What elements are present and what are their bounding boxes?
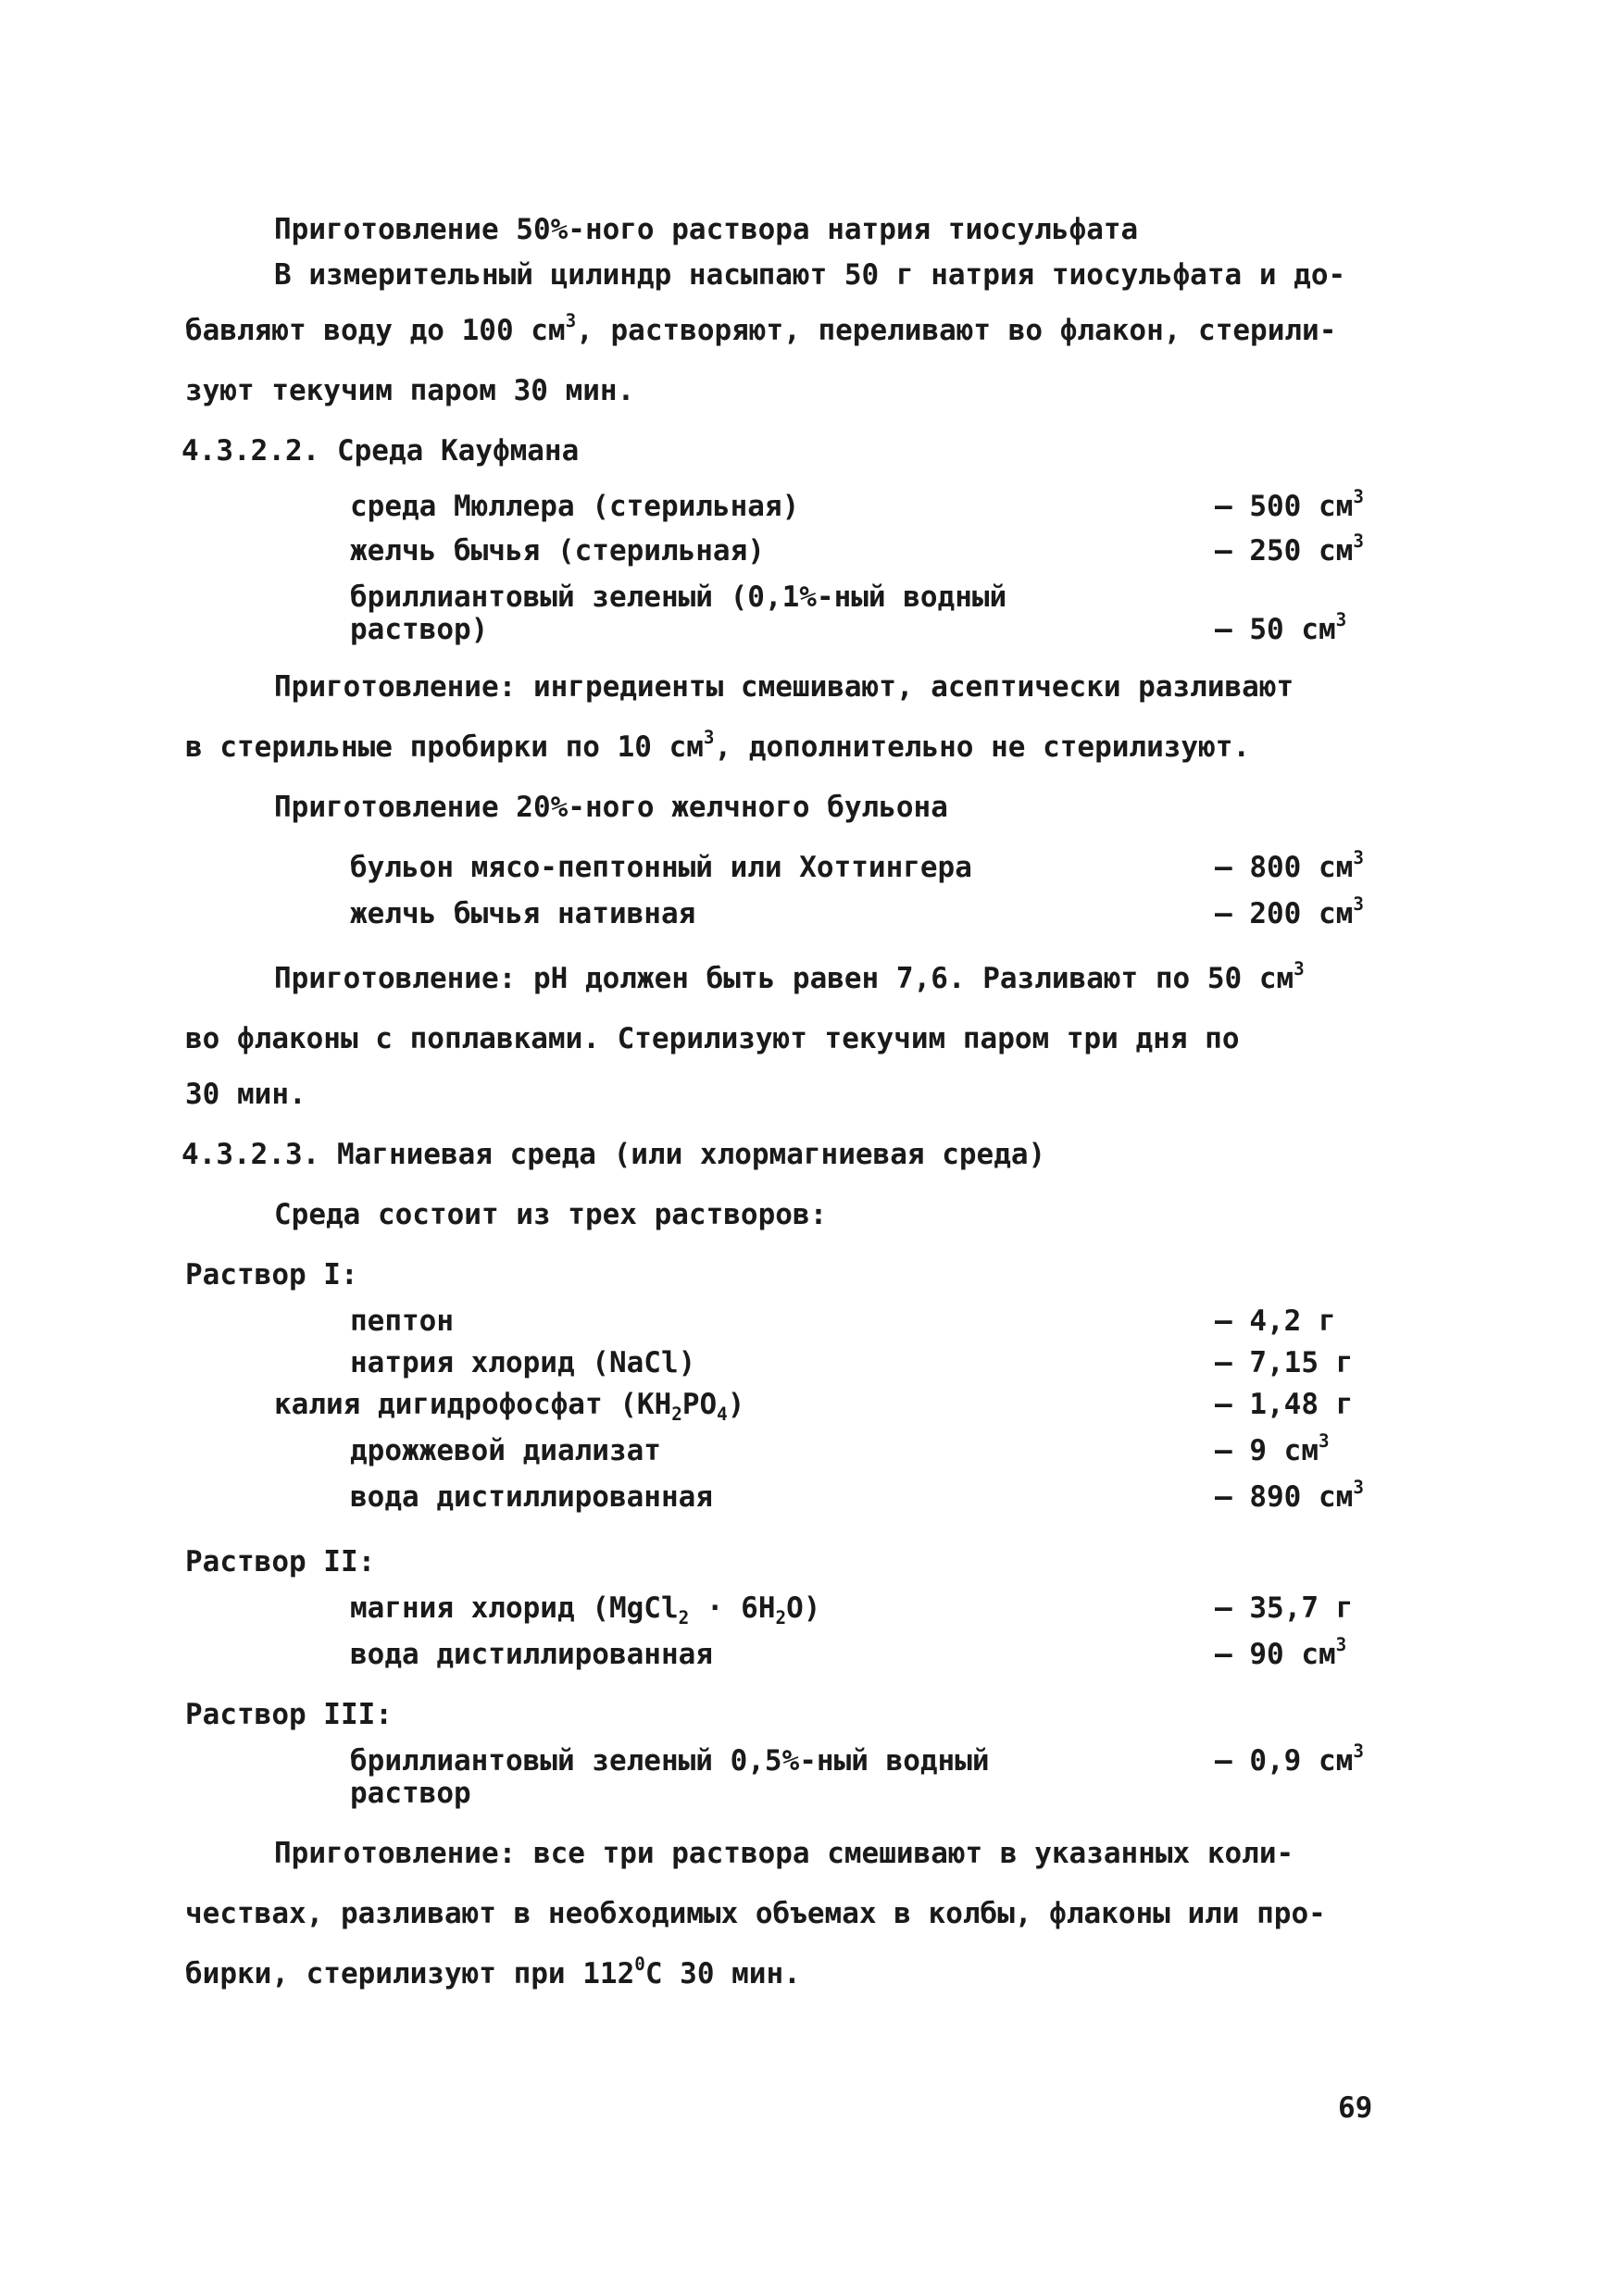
section-heading-magnesium: 4.3.2.3. Магниевая среда (или хлормагниевая среда)	[181, 1138, 1046, 1171]
ingredient-value: – 200 $см^3$	[1215, 892, 1364, 930]
ingredient-value: – 0,9 $см^3$	[1215, 1740, 1364, 1778]
ingredient-name: желчь бычья нативная	[350, 897, 696, 930]
ingredient-name: дрожжевой диализат	[350, 1434, 661, 1467]
paragraph-line: бавляют воду до 100 $см^3$, растворяют, переливают во флакон, стерили-	[185, 309, 1337, 347]
ingredient-name: раствор	[350, 1777, 471, 1810]
paragraph-line: во флаконы с поплавками. Стерилизуют текучим паром три дня по	[185, 1022, 1240, 1055]
ingredient-name: калия дигидрофосфат $(KH_2PO_4)$	[274, 1388, 745, 1426]
solution-label: Раствор II:	[185, 1545, 376, 1578]
section-heading-kaufman: 4.3.2.2. Среда Кауфмана	[181, 434, 580, 468]
ingredient-value: – 500 $см^3$	[1215, 485, 1364, 523]
ingredient-name: бульон мясо-пептонный или Хоттингера	[350, 851, 972, 884]
ingredient-value: – 9 $см^3$	[1215, 1429, 1330, 1467]
paragraph-line: чествах, разливают в необходимых объемах в колбы, флаконы или про-	[185, 1897, 1326, 1930]
ingredient-value: – 50 $см^3$	[1215, 608, 1347, 646]
paragraph-line: в стерильные пробирки по 10 $см^3$, дополнительно не стерилизуют.	[185, 726, 1251, 764]
solution-label: Раствор III:	[185, 1698, 393, 1731]
ingredient-name: желчь бычья (стерильная)	[350, 534, 765, 568]
paragraph-line: бирки, стерилизуют при $112^0С$ 30 мин.	[185, 1953, 801, 1990]
ingredient-name: натрия хлорид (NaCl)	[350, 1346, 696, 1379]
ingredient-name: бриллиантовый зеленый 0,5%-ный водный	[350, 1744, 990, 1778]
ingredient-value: – 90 $см^3$	[1215, 1633, 1347, 1671]
solution-label: Раствор I:	[185, 1258, 358, 1292]
ingredient-value: – 4,2 г	[1215, 1304, 1336, 1338]
ingredient-name: пептон	[350, 1304, 454, 1338]
paragraph-line: Приготовление: ингредиенты смешивают, асептически разливают	[274, 670, 1294, 704]
paragraph-line: зуют текучим паром 30 мин.	[185, 374, 635, 407]
ingredient-name: раствор)	[350, 613, 489, 646]
paragraph-line: В измерительный цилиндр насыпают 50 г натрия тиосульфата и до-	[274, 258, 1346, 292]
page-number: 69	[1338, 2091, 1373, 2125]
paragraph-line: Приготовление: все три раствора смешивают в указанных коли-	[274, 1837, 1294, 1870]
paragraph-line: Среда состоит из трех растворов:	[274, 1198, 828, 1231]
ingredient-value: – 890 $см^3$	[1215, 1476, 1364, 1514]
section-title-bile-broth: Приготовление 20%-ного желчного бульона	[274, 791, 948, 824]
section-title-thiosulfate: Приготовление 50%-ного раствора натрия тиосульфата	[274, 213, 1139, 246]
ingredient-name: магния хлорид (MgCl$_2$ · $6H_2O$)	[350, 1591, 821, 1629]
ingredient-value: – 7,15 г	[1215, 1346, 1354, 1379]
paragraph-line: Приготовление: рН должен быть равен 7,6. Разливают по 50 $см^3$	[274, 957, 1305, 995]
ingredient-value: – 250 $см^3$	[1215, 530, 1364, 568]
ingredient-name: среда Мюллера (стерильная)	[350, 490, 800, 523]
ingredient-name: вода дистиллированная	[350, 1638, 713, 1671]
paragraph-line: 30 мин.	[185, 1078, 306, 1111]
ingredient-name: бриллиантовый зеленый (0,1%-ный водный	[350, 580, 1007, 614]
ingredient-value: – 1,48 г	[1215, 1388, 1354, 1421]
ingredient-name: вода дистиллированная	[350, 1480, 713, 1514]
ingredient-value: – 35,7 г	[1215, 1591, 1354, 1625]
ingredient-value: – 800 $см^3$	[1215, 846, 1364, 884]
